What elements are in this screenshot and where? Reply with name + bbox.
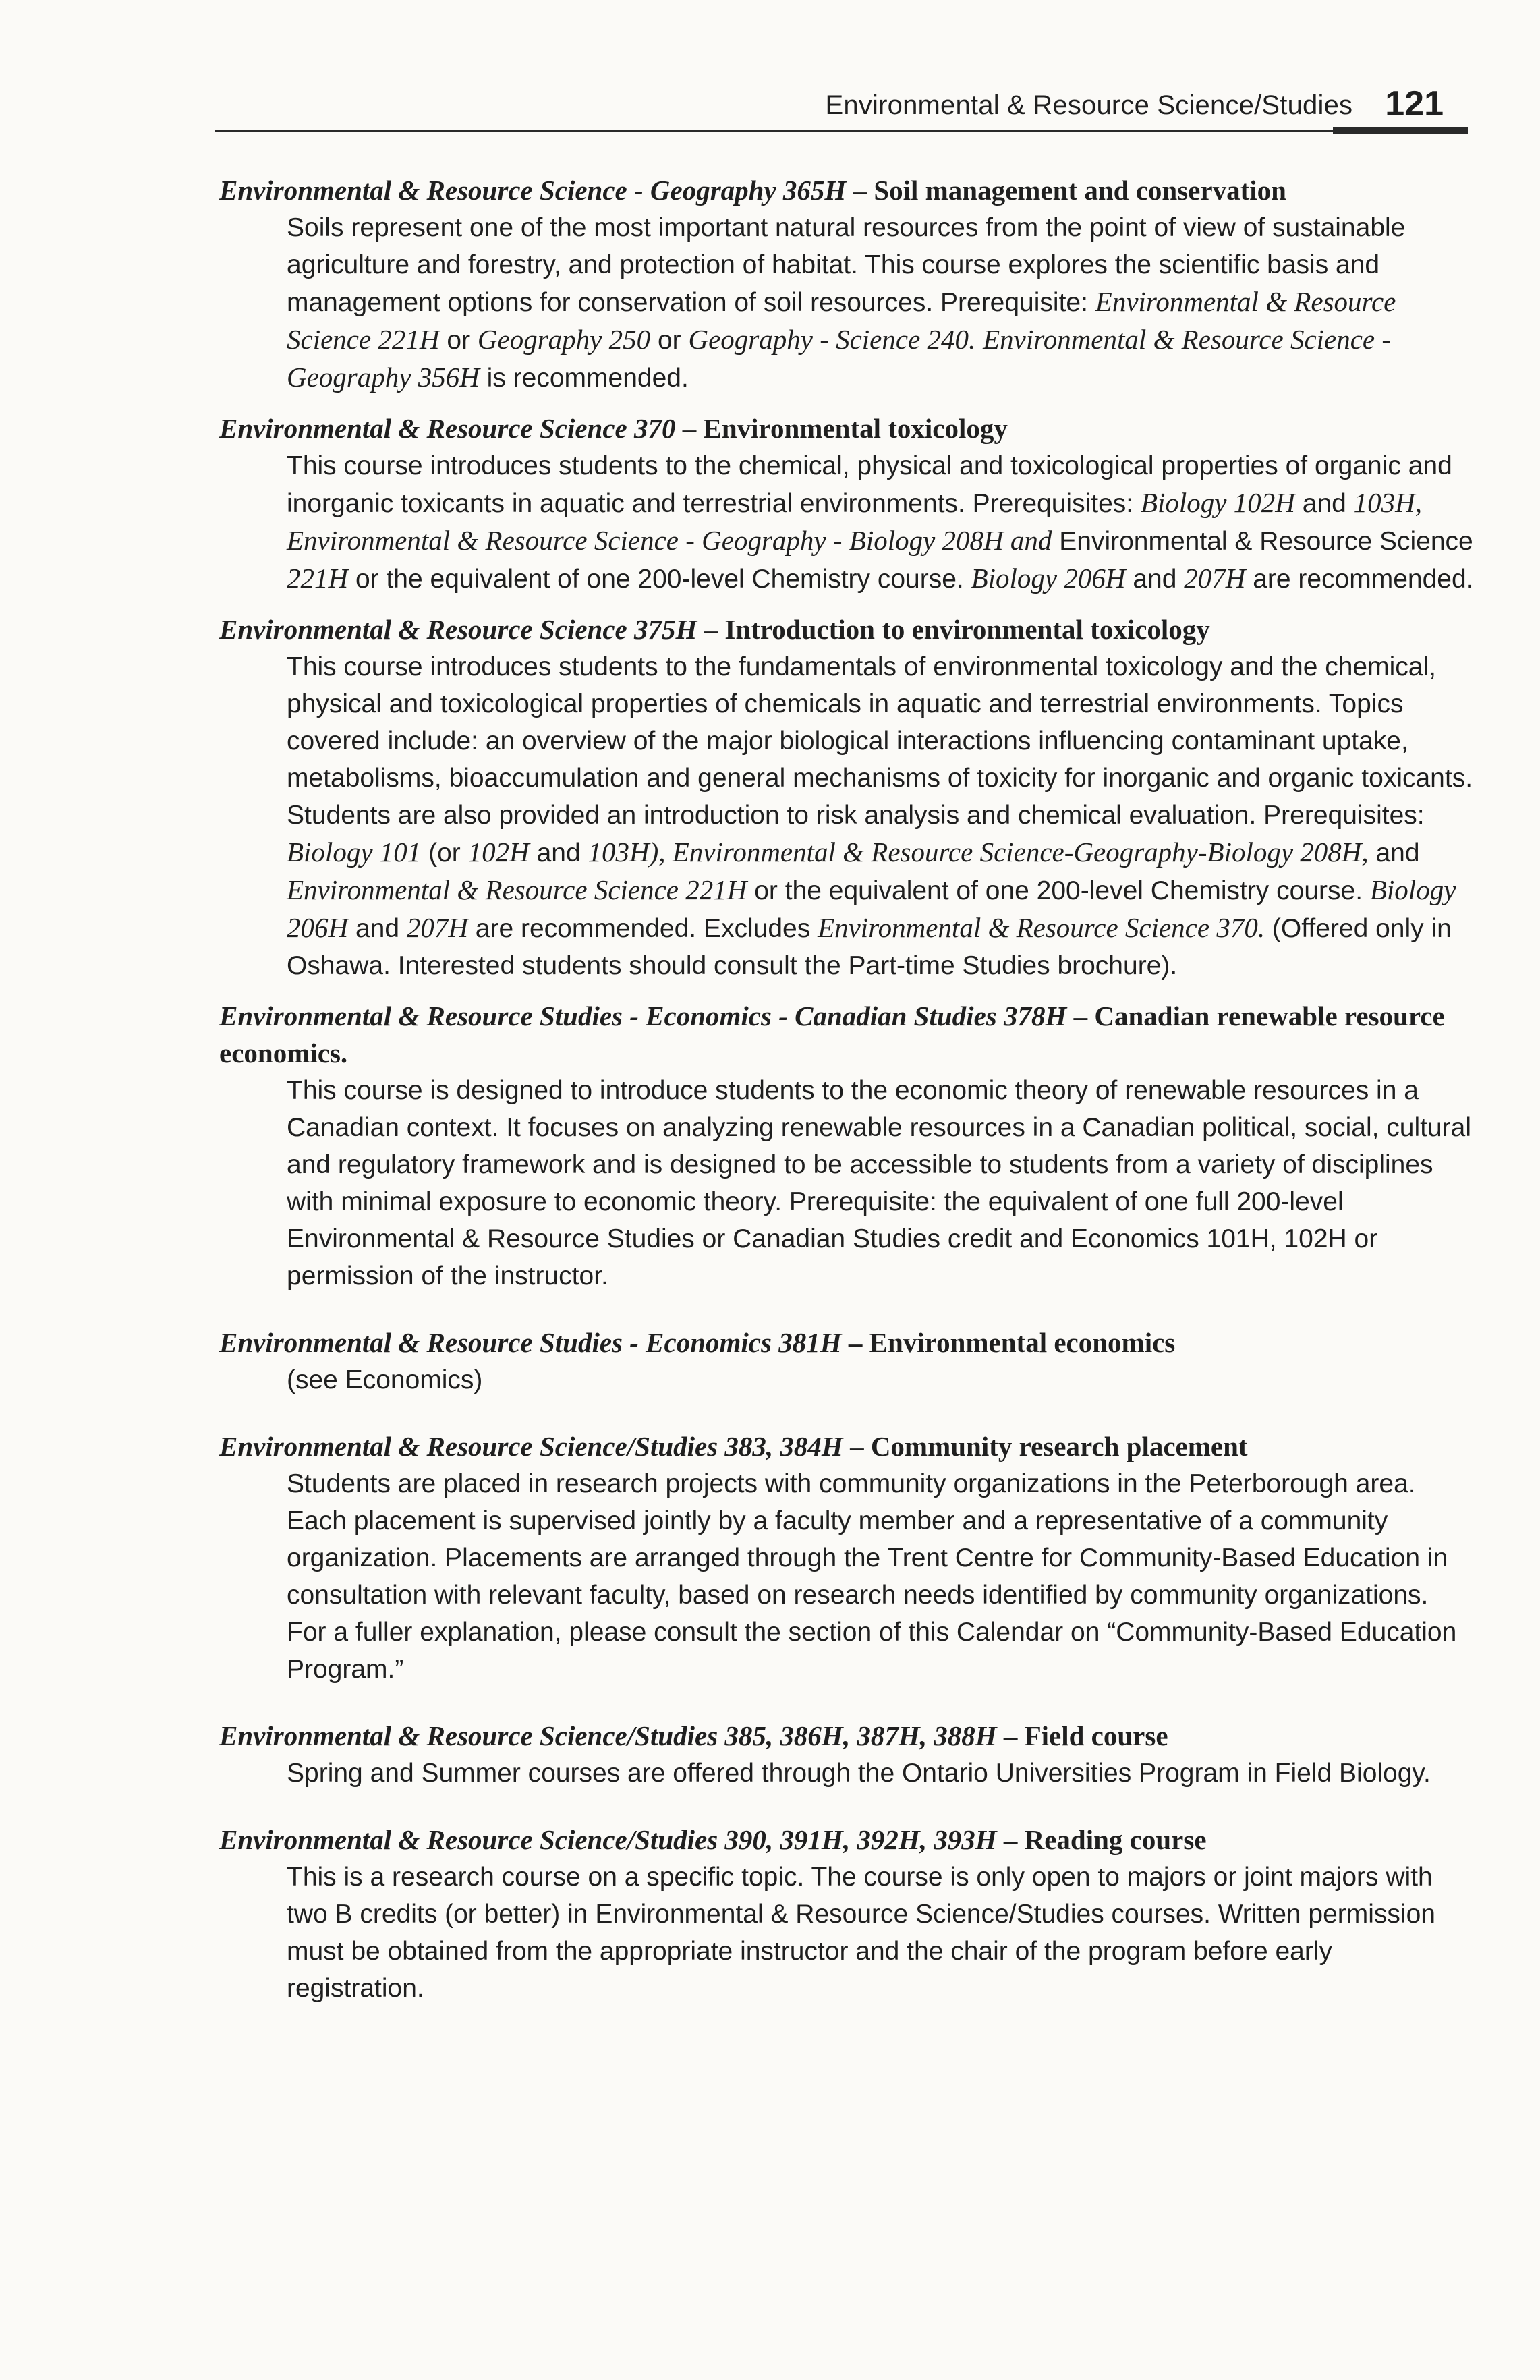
header-rule <box>215 130 1468 132</box>
description-text: or the equivalent of one 200-level Chemistry course. <box>747 876 1370 905</box>
course-title: Environmental toxicology <box>703 413 1008 444</box>
running-title: Environmental & Resource Science/Studies <box>825 90 1353 120</box>
course-title: Introduction to environmental toxicology <box>724 614 1210 645</box>
course-title: Environmental economics <box>869 1327 1176 1358</box>
course-reference: Biology 102H <box>1140 487 1295 518</box>
course-reference: 207H <box>1184 563 1246 594</box>
course-code: Environmental & Resource Science 375H <box>219 614 697 645</box>
course-reference: 103H), Environmental & Resource Science-Geography-Biology 208H, <box>588 837 1369 868</box>
description-text <box>975 326 983 355</box>
course-entry <box>219 1324 1474 1398</box>
course-reference: Biology 206H <box>287 874 1456 943</box>
course-title: Canadian renewable resource economics. <box>219 1000 1445 1069</box>
course-reference: Geography - Science 240. <box>688 324 976 355</box>
course-heading: Environmental & Resource Science - Geography 365H – Soil management and conservation <box>219 175 1286 206</box>
description-text: Spring and Summer courses are offered through the Ontario Universities Program in Field Biology. <box>287 1759 1431 1788</box>
course-description <box>287 1072 1474 1295</box>
course-entry <box>219 172 1474 397</box>
course-reference: 103H, Environmental & Resource Science - Geography - Biology 208H and <box>287 487 1422 556</box>
description-text: or <box>650 326 689 355</box>
course-entry <box>219 410 1474 598</box>
course-reference: Environmental & Resource Science - Geography 356H <box>287 324 1392 393</box>
description-text: This course introduces students to the fundamentals of environmental toxicology and the chemical, physical and toxicological properties of chemicals in aquatic and terrestrial environments. Topics covered include: an overview of the major biological interactions influencing contaminant uptake, metabolisms, bioaccumulation and general mechanisms of toxicity for inorganic and organic toxicants. Students are also provided an introduction to risk analysis and chemical evaluation. Prerequisites: <box>287 652 1473 830</box>
course-title: Reading course <box>1024 1824 1207 1855</box>
course-title: Field course <box>1024 1720 1168 1751</box>
course-reference: Biology 206H <box>971 563 1126 594</box>
course-code: Environmental & Resource Science 370 <box>219 413 676 444</box>
description-text: This is a research course on a specific topic. The course is only open to majors or joint majors with two B credits (or better) in Environmental & Resource Science/Studies courses. Written permission must be obtained from the appropriate instructor and the chair of the program before early registration. <box>287 1863 1435 2003</box>
description-text: Soils represent one of the most important natural resources from the point of view of sustainable agriculture and forestry, and protection of habitat. This course explores the scientific basis and management options for conservation of soil resources. Prerequisite: <box>287 213 1406 317</box>
course-description <box>287 209 1474 397</box>
course-heading: Environmental & Resource Science 375H – Introduction to environmental toxicology <box>219 614 1210 645</box>
course-entry <box>219 1821 1474 2007</box>
description-text: and <box>529 839 588 868</box>
description-text: and <box>1368 839 1420 868</box>
description-text: This course introduces students to the chemical, physical and toxicological properties of organic and inorganic toxicants in aquatic and terrestrial environments. Prerequisites: <box>287 451 1452 518</box>
description-text: and <box>1294 489 1354 518</box>
description-text: Students are placed in research projects with community organizations in the Peterborough area. Each placement is supervised jointly by a faculty member and a representative of a community organization. Placements are arranged through the Trent Centre for Community-Based Education in consultation with relevant faculty, based on research needs identified by community organizations. For a fuller explanation, please consult the section of this Calendar on “Community-Based Education Program.” <box>287 1469 1457 1684</box>
course-heading: Environmental & Resource Science/Studies 385, 386H, 387H, 388H – Field course <box>219 1720 1168 1751</box>
course-code: Environmental & Resource Science/Studies 390, 391H, 392H, 393H <box>219 1824 997 1855</box>
course-reference: Geography 250 <box>477 324 651 355</box>
description-text: or the equivalent of one 200-level Chemistry course. <box>348 565 971 594</box>
course-reference: 207H <box>406 912 468 943</box>
course-list <box>219 172 1474 2020</box>
course-description <box>287 1755 1474 1792</box>
course-heading: Environmental & Resource Science/Studies 383, 384H – Community research placement <box>219 1431 1248 1462</box>
description-text: (see Economics) <box>287 1365 483 1394</box>
course-title: Community research placement <box>870 1431 1248 1462</box>
course-description <box>287 648 1474 984</box>
course-code: Environmental & Resource Studies - Economics 381H <box>219 1327 842 1358</box>
description-text: This course is designed to introduce students to the economic theory of renewable resources in a Canadian context. It focuses on analyzing renewable resources in a Canadian political, social, cultural and regulatory framework and is designed to be accessible to students from a variety of disciplines with minimal exposure to economic theory. Prerequisite: the equivalent of one full 200-level Environmental & Resource Studies or Canadian Studies credit and Economics 101H, 102H or permission of the instructor. <box>287 1076 1472 1291</box>
course-description <box>287 1465 1474 1688</box>
course-title: Soil management and conservation <box>874 175 1286 206</box>
header-rule-accent <box>1333 127 1468 134</box>
course-entry <box>219 998 1474 1295</box>
course-entry <box>219 1428 1474 1688</box>
description-text: and <box>348 914 407 943</box>
course-description <box>287 1361 1474 1398</box>
description-text: are recommended. Excludes <box>467 914 818 943</box>
description-text: Environmental & Resource Science <box>1052 527 1473 556</box>
description-text: are recommended. <box>1245 565 1474 594</box>
course-reference: 102H <box>467 837 530 868</box>
description-text: (Offered only in Oshawa. Interested students should consult the Part-time Studies brochure). <box>287 914 1452 980</box>
running-header <box>216 74 1444 128</box>
description-text: and <box>1125 565 1185 594</box>
page-number: 121 <box>1385 84 1444 123</box>
course-reference: Environmental & Resource Science 221H <box>287 286 1396 355</box>
course-reference: 221H <box>287 563 349 594</box>
course-heading: Environmental & Resource Studies - Economics 381H – Environmental economics <box>219 1327 1176 1358</box>
course-reference: Biology 101 <box>287 837 422 868</box>
course-reference: Environmental & Resource Science 370. <box>818 912 1265 943</box>
course-entry <box>219 1718 1474 1792</box>
course-heading: Environmental & Resource Science 370 – Environmental toxicology <box>219 413 1008 444</box>
course-heading: Environmental & Resource Science/Studies 390, 391H, 392H, 393H – Reading course <box>219 1824 1207 1855</box>
course-code: Environmental & Resource Studies - Economics - Canadian Studies 378H <box>219 1000 1067 1031</box>
course-code: Environmental & Resource Science - Geography 365H <box>219 175 847 206</box>
course-heading: Environmental & Resource Studies - Economics - Canadian Studies 378H – Canadian renewable resource economics. <box>219 1000 1445 1069</box>
course-reference: Environmental & Resource Science 221H <box>287 874 747 905</box>
description-text: is recommended. <box>479 364 689 393</box>
course-entry <box>219 611 1474 984</box>
description-text: (or <box>421 839 468 868</box>
course-description <box>287 447 1474 598</box>
course-description <box>287 1859 1474 2007</box>
course-code: Environmental & Resource Science/Studies 385, 386H, 387H, 388H <box>219 1720 997 1751</box>
description-text: or <box>439 326 478 355</box>
course-code: Environmental & Resource Science/Studies 383, 384H <box>219 1431 843 1462</box>
